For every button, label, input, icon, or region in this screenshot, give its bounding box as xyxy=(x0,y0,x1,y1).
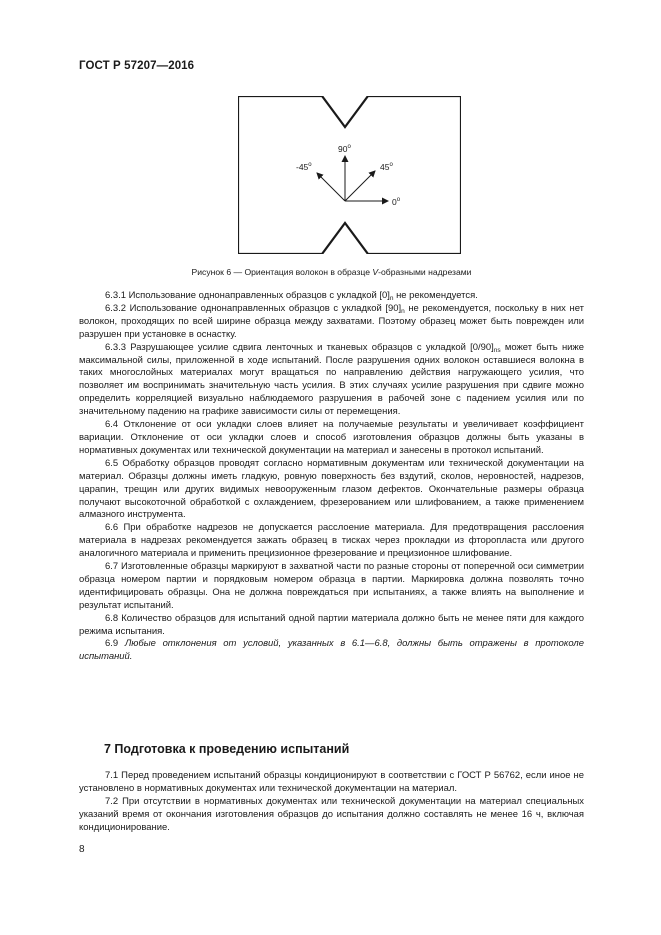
specimen-outline xyxy=(238,96,461,254)
paragraph-6-8: 6.8 Количество образцов для испытаний одной партии материала должно быть не менее пяти для каждого режима испытания. xyxy=(79,612,584,637)
section-7-body xyxy=(79,770,584,835)
paragraph-6-3-3: 6.3.3 Разрушающее усилие сдвига ленточных и тканевых образцов с укладкой $[0/90]_{ns}$ может быть ниже максимальной силы, приложенной в ходе испытаний. После разрушения одних волокон оставшиеся волокна в таких многослойных материалах могут вращаться по направлению действия нагружающего усилия, что позволяет им воспринимать значительную часть усилия. В этих случаях усилие разрушения при сдвиге можно определить корреляцией визуально наблюдаемого разрушения в рабочей зоне с падением усилия или по значительному падению на графике зависимости силы от перемещения. xyxy=(79,341,584,418)
document-header: ГОСТ Р 57207—2016 xyxy=(79,60,195,72)
label-0: 0$^o$ xyxy=(392,197,401,207)
paragraph-6-6: 6.6 При обработке надрезов не допускается расслоение материала. Для предотвращения расслоения материала в надрезах рекомендуется зажать образец в тисках через прокладки из фторопласта или другого аналогичного материала и применить прецизионное фрезерование и прецизионное шлифование. xyxy=(79,522,584,560)
paragraph-6-5: 6.5 Обработку образцов проводят согласно нормативным документам или технической документации на материал. Образцы должны иметь гладкую, ровную поверхность без вздутий, сколов, неровностей, надрезов, царапин, трещин или других видимых невооруженным глазом дефектов. Окончательные размеры образца получают высокоточной обработкой с охлаждением, фрезерованием или шлифованием, а также применением алмазного инструмента. xyxy=(79,457,584,521)
paragraph-6-3-2: 6.3.2 Использование однонаправленных образцов с укладкой $[90]_n$ не рекомендуется, поскольку в них нет волокон, проходящих по всей ширине образца между захватами. Поэтому образец может быть поврежден или разрушен при установке в оснастку. xyxy=(79,302,584,340)
paragraph-7-2: 7.2 При отсутствии в нормативных документах или технической документации на материал специальных указаний время от окончания изготовления образцов до испытания должно составлять не менее 16 ч, включая кондиционирование. xyxy=(79,795,584,833)
paragraph-6-4: 6.4 Отклонение от оси укладки слоев влияет на получаемые результаты и увеличивает коэффициент вариации. Отклонение от оси укладки слоев и способ изготовления образцов должны быть указаны в нормативных документах или технической документации на материал и занесены в протокол испытаний. xyxy=(79,419,584,456)
label-45: 45$^o$ xyxy=(380,162,393,172)
figure-v-notch-specimen xyxy=(238,96,461,254)
specimen-diagram xyxy=(238,96,461,254)
paragraph-6-9: 6.9 Любые отклонения от условий, указанных в 6.1—6.8, должны быть отражены в протоколе испытаний. xyxy=(79,638,584,663)
label-90: 90$^o$ xyxy=(338,144,351,154)
label-minus-45: -45$^o$ xyxy=(296,162,312,172)
section-7-title: 7 Подготовка к проведению испытаний xyxy=(104,742,350,756)
paragraph-7-1: 7.1 Перед проведением испытаний образцы кондиционируют в соответствии с ГОСТ Р 56762, если иное не установлено в нормативных документах или технической документации на материал. xyxy=(79,770,584,794)
paragraph-6-7: 6.7 Изготовленные образцы маркируют в захватной части по разные стороны от поперечной оси симметрии образца номером партии и порядковым номером образца в партии. Маркировка должна позволять точно идентифицировать образцы. Она не должна повреждаться при испытаниях, а также влиять на выполнение и результат испытаний. xyxy=(79,561,584,611)
section-6-body xyxy=(79,290,584,664)
page-number: 8 xyxy=(79,844,85,855)
figure-caption: Рисунок 6 — Ориентация волокон в образце V-образными надрезами xyxy=(191,267,472,277)
paragraph-6-3-1: 6.3.1 Использование однонаправленных образцов с укладкой $[0]_n$ не рекомендуется. xyxy=(105,290,478,302)
